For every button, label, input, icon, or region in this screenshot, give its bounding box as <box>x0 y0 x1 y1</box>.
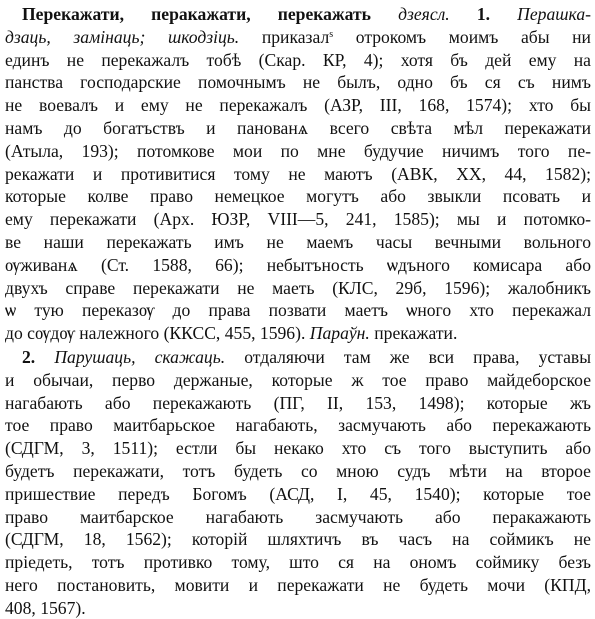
entry-line: панства господарские помочнымъ не былъ, одно бъ ся съ нимъ <box>5 72 591 93</box>
citation-text: отдаляючи там же вси права, уставы <box>244 347 592 367</box>
part-of-speech: дзеясл. <box>398 4 450 24</box>
entry-line: не воевалъ и ему не перекажалъ (АЗР, III, 168, 1574); хто бы <box>5 95 591 116</box>
entry-line: пришествие передъ Богомъ (АСД, I, 45, 1540); которые тое <box>5 483 591 504</box>
parallel-label: Параўн. <box>309 323 370 344</box>
sense-2-line-1 <box>5 346 591 369</box>
entry-line: намъ до богатъствъ и панованѧ всего свѣта мѣл перекажати <box>5 117 591 138</box>
entry-line: право маитбарское нагабають засмучають або перакажають <box>5 506 591 527</box>
entry-line: прiедеть, тотъ противко тому, што ся на ономъ соймику безъ <box>5 552 591 573</box>
sense-2-number: 2. <box>22 347 36 367</box>
citation-text: отрокомъ моимъ абы ни <box>355 26 591 47</box>
headword: Перекажати, перакажати, перекажать <box>22 4 371 24</box>
entry-line: него постановить, мовити и перекажати не будеть мочи (КПД, <box>5 574 591 595</box>
entry-line: рекажати и противитися тому не маютъ (АВК, XX, 44, 1582); <box>5 163 591 184</box>
entry-line: двухъ справе перекажати не маеть (КЛС, 29б, 1596); жалобникъ <box>5 277 591 298</box>
entry-line-1 <box>5 3 591 26</box>
sense-1-gloss-cont: дзаць, замінаць; шкодзіць. <box>5 26 240 47</box>
entry-line: единъ не перекажалъ тобѣ (Скар. КР, 4); хотя бъ дей ему на <box>5 49 591 70</box>
entry-line: (Атыла, 193); потомкове мои по мне будучие ничимъ того пе- <box>5 140 591 161</box>
parallel-word: прекажати. <box>374 323 458 344</box>
entry-line: (СДГМ, 3, 1511); естли бы некако хто съ того выступить або <box>5 438 591 459</box>
entry-line: будетъ перекажати, тотъ будеть со мною судъ мѣти на второе <box>5 460 591 481</box>
entry-line: и обычаи, перво держаные, которые ж тое право майдеборское <box>5 369 591 390</box>
entry-line: (СДГМ, 18, 1562); которій шляхтичъ въ часъ на соймикъ не <box>5 529 591 550</box>
entry-line: ему перекажати (Арх. ЮЗР, VIII—5, 241, 1585); мы и потомко- <box>5 209 591 230</box>
entry-line: ве наши перекажать имъ не маемъ часы вечными вольного <box>5 231 591 252</box>
sense-1-number: 1. <box>476 4 491 24</box>
entry-line: ѹживанѧ (Ст. 1588, 66); небытъность ѡдъного комисара або <box>5 254 591 275</box>
sense-1-gloss-start: Перашка- <box>517 4 591 24</box>
entry-line: которые колве право немецкое могутъ або звыкли псовать и <box>5 186 591 207</box>
citation-text: приказал <box>261 26 330 47</box>
entry-sense-1 <box>5 3 591 345</box>
entry-line-2 <box>5 26 591 49</box>
entry-sense-2 <box>5 346 591 619</box>
entry-line: ѡ тую переказѹ до права позвати маетъ ѡного хто перекажал <box>5 300 591 321</box>
entry-line-last <box>5 322 591 345</box>
sense-2-gloss: Парушаць, скажаць. <box>54 347 226 367</box>
entry-line: нагабають або перекажають (ПГ, II, 153, 1498); которые жъ <box>5 392 591 413</box>
entry-line: тое право маитбарьское нагабають, засмучають або перекажають <box>5 415 591 436</box>
superscript-letter: s <box>329 28 334 40</box>
entry-line-last: 408, 1567). <box>5 597 86 618</box>
citation-text: до сѹдѹ належного (ККСС, 455, 1596). <box>5 323 306 344</box>
